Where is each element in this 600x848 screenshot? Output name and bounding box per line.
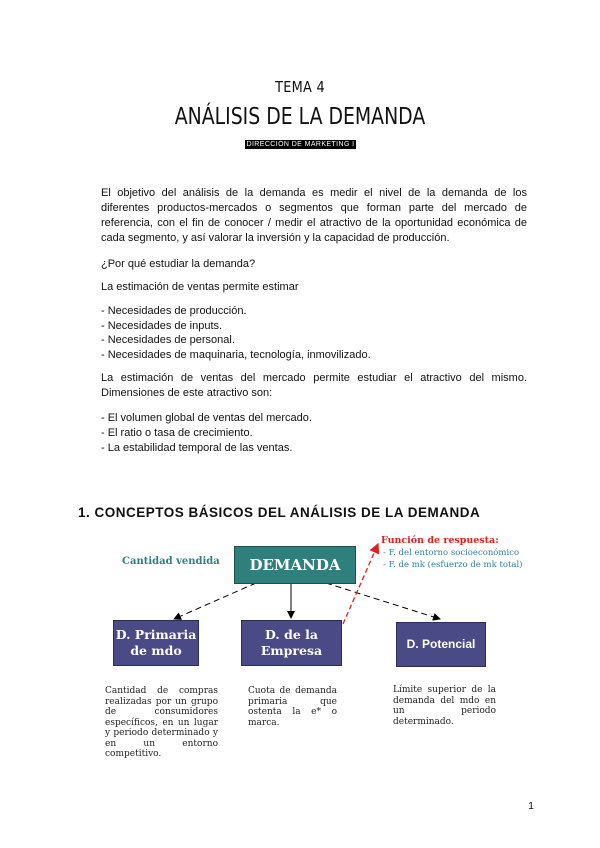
section-heading: 1. CONCEPTOS BÁSICOS DEL ANÁLISIS DE LA DEMANDA — [78, 505, 481, 520]
tema-number: TEMA 4 — [275, 78, 325, 96]
response-function-item: - F. de mk (esfuerzo de mk total) — [383, 559, 523, 570]
company-demand-line: D. de la — [265, 627, 318, 642]
arrow-to-potencial — [326, 583, 440, 619]
quantity-sold-label: Cantidad vendida — [122, 556, 220, 567]
potential-demand-box: D. Potencial — [396, 622, 486, 667]
page-number: 1 — [528, 800, 534, 812]
primary-demand-caption: Cantidad de compras realizadas por un grupo de consumidores específicos, en un lugar y periodo determinado y en un entorno competitivo. — [105, 686, 218, 759]
arrow-to-primaria — [174, 583, 256, 619]
needs-item: - Necesidades de inputs. — [101, 320, 223, 332]
demand-box: DEMANDA — [234, 546, 356, 584]
company-demand-caption: Cuota de demanda primaria que ostenta la e* o marca. — [248, 686, 337, 728]
response-function-title: Función de respuesta: — [381, 535, 499, 546]
potential-demand-caption: Límite superior de la demanda del mdo en un periodo determinado. — [393, 685, 496, 727]
response-function-list — [383, 548, 523, 571]
attractiveness-text: La estimación de ventas del mercado permite estudiar el atractivo del mismo. Dimensiones de este atractivo son: — [101, 372, 527, 399]
dimension-item: - El ratio o tasa de crecimiento. — [101, 427, 253, 439]
company-demand-line: Empresa — [260, 643, 323, 658]
needs-item: - Necesidades de producción. — [101, 305, 247, 317]
intro-p1: El objetivo del análisis de la demanda es medir el nivel de la demanda de los diferentes productos-mercados o segmentos que forman parte del mercado de referencia, con el fin de conocer / medir el atractivo de la oportunidad económica de cada segmento, y así valorar la inversión y la capacidad de producción. — [101, 187, 527, 244]
response-function-item: - F. del entorno socioeconómico — [383, 548, 520, 558]
course-subtitle: DIRECCIÓN DE MARKETING I — [246, 141, 355, 148]
question-line: ¿Por qué estudiar la demanda? — [101, 258, 256, 270]
estimation-line: La estimación de ventas permite estimar — [101, 281, 299, 293]
primary-demand-line: D. Primaria — [115, 627, 197, 642]
company-demand-box — [241, 620, 342, 666]
primary-demand-box — [113, 620, 199, 666]
page-title: ANÁLISIS DE LA DEMANDA — [174, 104, 426, 130]
needs-item: - Necesidades de personal. — [101, 334, 235, 346]
primary-demand-line: de mdo — [130, 643, 182, 658]
dimension-item: - La estabilidad temporal de las ventas. — [101, 442, 293, 454]
dimension-item: - El volumen global de ventas del mercado. — [101, 412, 312, 424]
needs-item: - Necesidades de maquinaria, tecnología, inmovilizado. — [101, 349, 371, 361]
